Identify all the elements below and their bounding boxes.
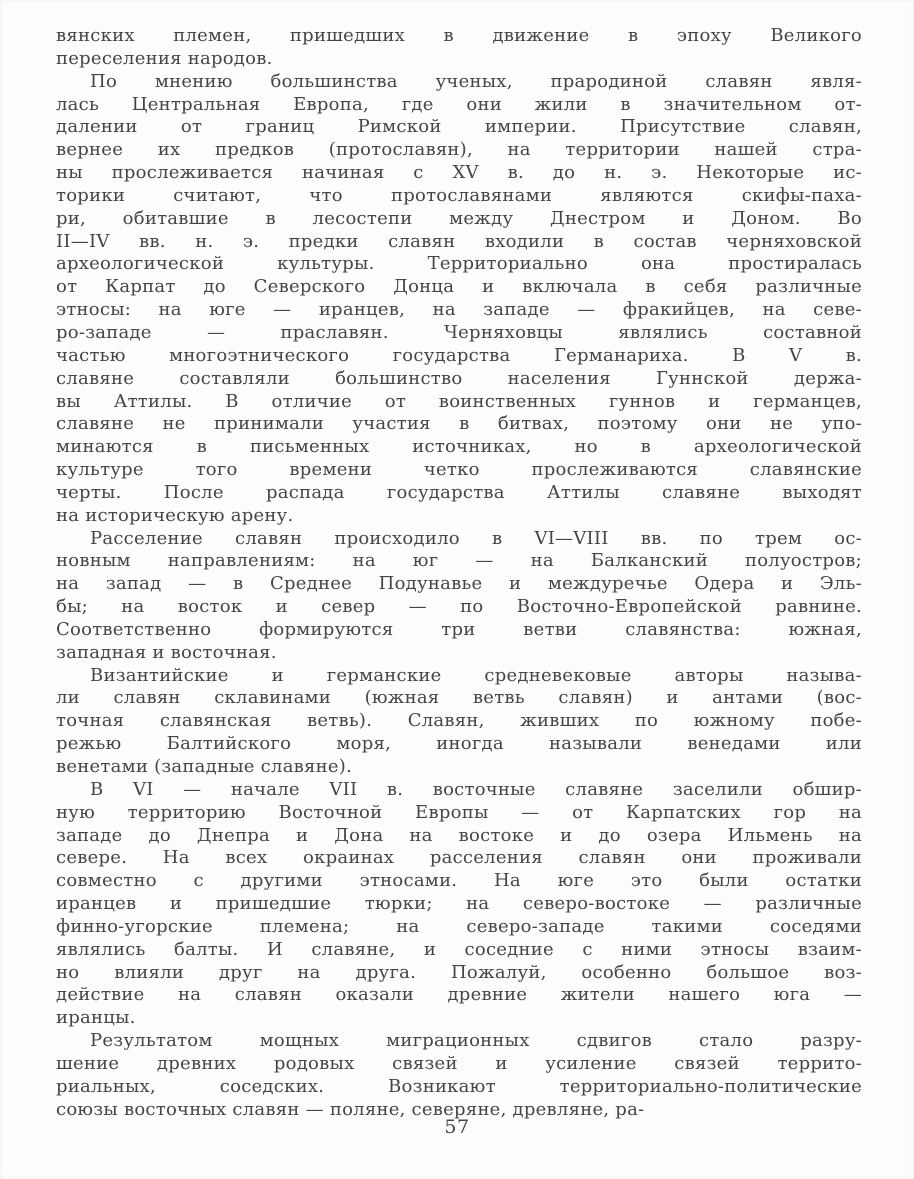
text-line: ри, обитавшие в лесостепи между Днестром и Доном. Во	[56, 207, 862, 229]
text-line: на историческую арену.	[56, 504, 294, 526]
text-line: севере. На всех окраинах расселения славян они проживали	[56, 847, 862, 869]
text-line: этносы: на юге — иранцев, на западе — фракийцев, на севе-	[56, 299, 862, 321]
text-line: торики считают, что протославянами являются скифы-паха-	[56, 184, 862, 206]
text-line: минаются в письменных источниках, но в археологической	[56, 436, 862, 458]
text-line: славяне не принимали участия в битвах, поэтому они не упо-	[56, 413, 862, 435]
text-line: являлись балты. И славяне, и соседние с ними этносы взаим-	[56, 938, 862, 960]
text-line: культуре того времени четко прослеживаются славянские	[56, 459, 862, 481]
text-line: западе до Днепра и Дона на востоке и до озера Ильмень на	[56, 824, 862, 846]
text-line: ны прослеживается начиная с XV в. до н. э. Некоторые ис-	[56, 162, 862, 184]
text-line: новным направлениям: на юг — на Балканский полуостров;	[56, 550, 862, 572]
text-line: археологической культуры. Территориально она простиралась	[56, 253, 862, 275]
text-line: от Карпат до Северского Донца и включала в себя различные	[56, 276, 862, 298]
text-line: вернее их предков (протославян), на территории нашей стра-	[56, 139, 862, 161]
text-block	[56, 25, 862, 1122]
text-line: бы; на восток и север — по Восточно-Европейской равнине.	[56, 596, 862, 618]
text-line: ро-западе — праславян. Черняховцы являлись составной	[56, 321, 862, 343]
text-line: совместно с другими этносами. На юге это были остатки	[56, 870, 862, 892]
text-line: частью многоэтнического государства Германариха. В V в.	[56, 344, 862, 366]
text-line: ли славян склавинами (южная ветвь славян) и антами (вос-	[56, 687, 862, 709]
text-line: славяне составляли большинство населения Гуннской держа-	[56, 367, 862, 389]
text-line: точная славянская ветвь). Славян, живших по южному побе-	[56, 710, 862, 732]
text-line: II—IV вв. н. э. предки славян входили в состав черняховской	[56, 230, 862, 252]
text-line: далении от границ Римской империи. Присутствие славян,	[56, 116, 862, 138]
text-line: Соответственно формируются три ветви славянства: южная,	[56, 618, 862, 640]
text-line: вянских племен, пришедших в движение в эпоху Великого	[56, 25, 862, 46]
text-line: действие на славян оказали древние жители нашего юга —	[56, 984, 862, 1006]
paragraph	[56, 779, 862, 1030]
text-line: вы Аттилы. В отличие от воинственных гуннов и германцев,	[56, 390, 862, 412]
text-line: В VI — начале VII в. восточные славяне заселили обшир-	[90, 778, 862, 800]
text-line: но влияли друг на друга. Пожалуй, особенно большое воз-	[56, 961, 862, 983]
text-line: на запад — в Среднее Подунавье и междуречье Одера и Эль-	[56, 573, 862, 595]
text-line: венетами (западные славяне).	[56, 756, 353, 777]
text-line: Результатом мощных миграционных сдвигов стало разру-	[90, 1030, 862, 1052]
text-line: иранцы.	[56, 1007, 136, 1029]
text-line: лась Центральная Европа, где они жили в значительном от-	[56, 93, 862, 115]
page-number: 57	[444, 1116, 470, 1138]
text-line: черты. После распада государства Аттилы славяне выходят	[56, 481, 862, 503]
text-line: По мнению большинства ученых, прародиной славян явля-	[90, 70, 862, 92]
text-line: иранцев и пришедшие тюрки; на северо-востоке — различные	[56, 893, 862, 915]
text-line: ную территорию Восточной Европы — от Карпатских гор на	[56, 801, 862, 823]
text-line: западная и восточная.	[56, 641, 277, 663]
text-line: режью Балтийского моря, иногда называли венедами или	[56, 733, 862, 755]
paragraph	[56, 1030, 862, 1121]
text-line: Византийские и германские средневековые авторы называ-	[90, 664, 862, 686]
text-line: шение древних родовых связей и усиление связей террито-	[56, 1052, 862, 1074]
paragraph	[56, 71, 862, 528]
text-line: переселения народов.	[56, 47, 273, 69]
text-line: Расселение славян происходило в VI—VIII вв. по трем ос-	[90, 527, 862, 549]
text-line: союзы восточных славян — поляне, северяне, древляне, ра-	[56, 1098, 645, 1120]
paragraph	[56, 25, 862, 71]
text-line: риальных, соседских. Возникают территориально-политические	[56, 1075, 862, 1097]
paragraph	[56, 528, 862, 665]
paragraph	[56, 665, 862, 779]
text-line: финно-угорские племена; на северо-западе такими соседями	[56, 915, 862, 937]
